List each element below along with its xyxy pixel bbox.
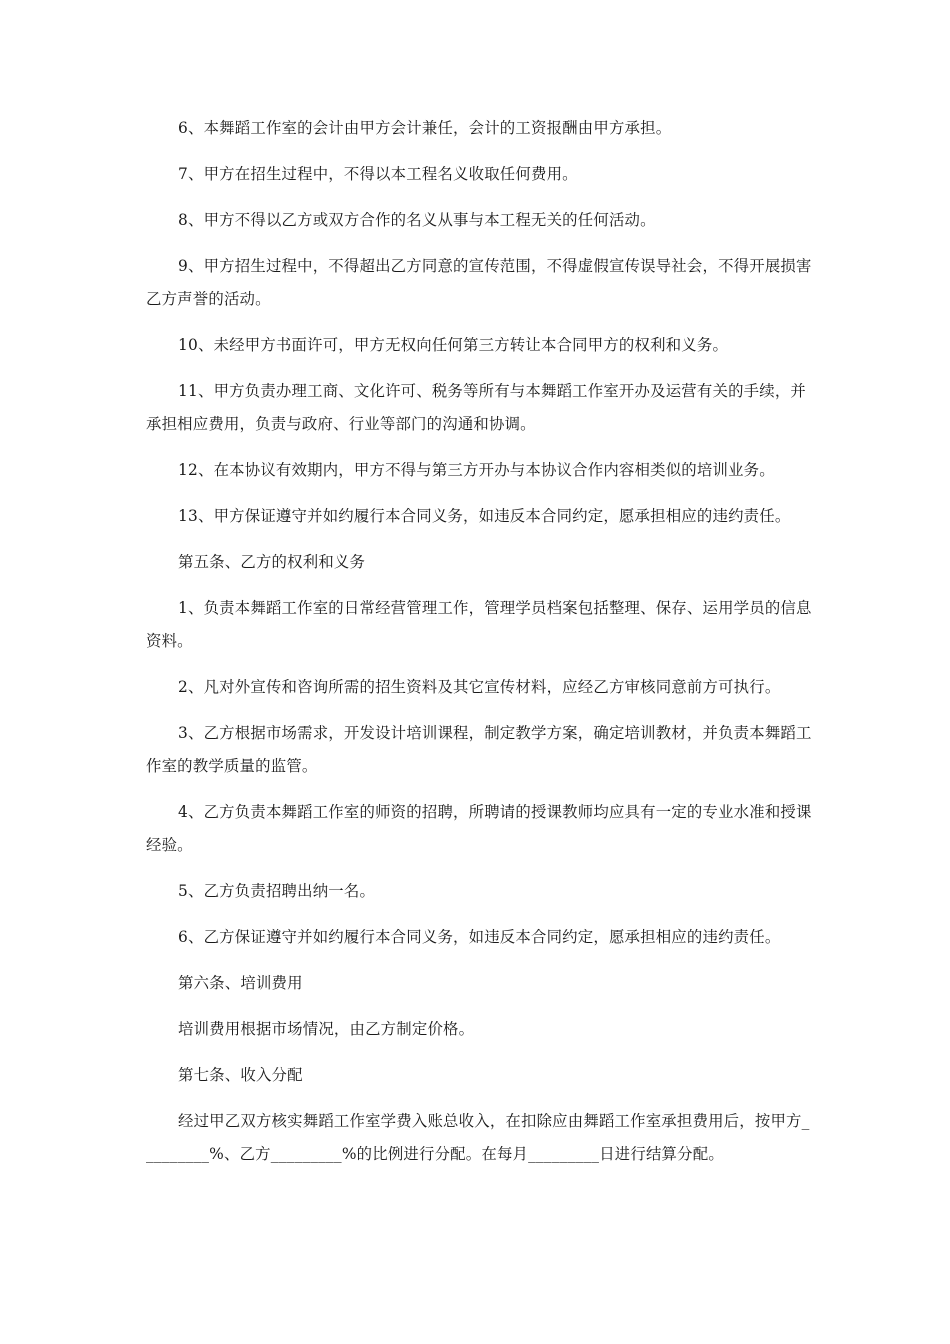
clause-b1-management: 1、负责本舞蹈工作室的日常经营管理工作，管理学员档案包括整理、保存、运用学员的信息资料。 bbox=[146, 599, 812, 650]
clause-b6-liability: 6、乙方保证遵守并如约履行本合同义务，如违反本合同约定，愿承担相应的违约责任。 bbox=[178, 928, 781, 946]
clause-a8-no-unrelated-activity: 8、甲方不得以乙方或双方合作的名义从事与本工程无关的任何活动。 bbox=[178, 211, 656, 229]
clause-b2-materials-review: 2、凡对外宣传和咨询所需的招生资料及其它宣传材料，应经乙方审核同意前方可执行。 bbox=[178, 678, 781, 696]
clause-b4-teachers: 4、乙方负责本舞蹈工作室的师资的招聘，所聘请的授课教师均应具有一定的专业水准和授课经验。 bbox=[146, 803, 812, 854]
clause-a10-no-transfer: 10、未经甲方书面许可，甲方无权向任何第三方转让本合同甲方的权利和义务。 bbox=[178, 336, 729, 354]
clause-a13-liability: 13、甲方保证遵守并如约履行本合同义务，如违反本合同约定，愿承担相应的违约责任。 bbox=[178, 507, 791, 525]
clause-a11-licenses: 11、甲方负责办理工商、文化许可、税务等所有与本舞蹈工作室开办及运营有关的手续，并承担相应费用，负责与政府、行业等部门的沟通和协调。 bbox=[146, 382, 807, 433]
clause-b5-cashier: 5、乙方负责招聘出纳一名。 bbox=[178, 882, 376, 900]
clause-income-distribution: 经过甲乙双方核实舞蹈工作室学费入账总收入，在扣除应由舞蹈工作室承担费用后，按甲方_________%、乙方_________%的比例进行分配。在每月_________日进行结算分配。 bbox=[146, 1112, 810, 1163]
clause-fees: 培训费用根据市场情况，由乙方制定价格。 bbox=[178, 1020, 475, 1038]
section-heading-article-7: 第七条、收入分配 bbox=[178, 1066, 303, 1084]
section-heading-article-6: 第六条、培训费用 bbox=[178, 974, 303, 992]
clause-a7-no-fees: 7、甲方在招生过程中，不得以本工程名义收取任何费用。 bbox=[178, 165, 578, 183]
clause-a9-publicity-scope: 9、甲方招生过程中，不得超出乙方同意的宣传范围，不得虚假宣传误导社会，不得开展损害乙方声誉的活动。 bbox=[146, 257, 812, 308]
clause-b3-curriculum: 3、乙方根据市场需求，开发设计培训课程，制定教学方案，确定培训教材，并负责本舞蹈工作室的教学质量的监管。 bbox=[146, 724, 812, 775]
clause-a6-accountant: 6、本舞蹈工作室的会计由甲方会计兼任，会计的工资报酬由甲方承担。 bbox=[178, 119, 672, 137]
contract-body bbox=[146, 112, 814, 1184]
section-heading-article-5: 第五条、乙方的权利和义务 bbox=[178, 553, 366, 571]
clause-a12-non-compete: 12、在本协议有效期内，甲方不得与第三方开办与本协议合作内容相类似的培训业务。 bbox=[178, 461, 775, 479]
